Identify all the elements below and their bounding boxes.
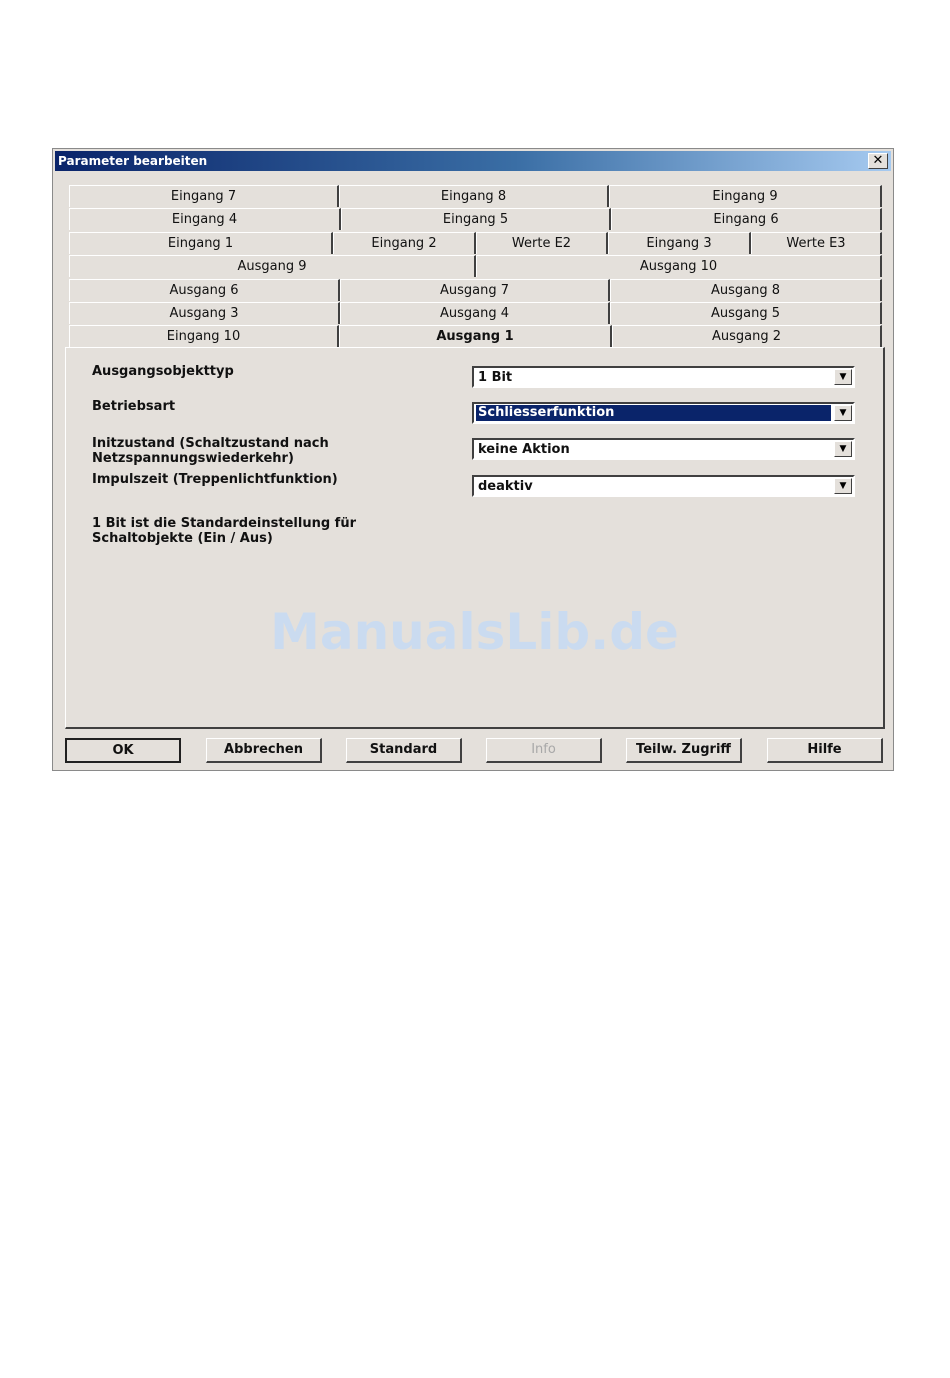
param-label-initzustand: Initzustand (Schaltzustand nach Netzspannungswiederkehr) — [92, 436, 329, 466]
tab-row-7 — [69, 325, 882, 347]
tab-row-3 — [69, 232, 882, 254]
tab-ausgang-10[interactable]: Ausgang 10 — [476, 255, 882, 277]
ok-button[interactable]: OK — [65, 738, 181, 763]
tab-ausgang-1[interactable]: Ausgang 1 — [339, 325, 612, 349]
tab-ausgang-6[interactable]: Ausgang 6 — [69, 279, 340, 301]
tab-werte-e3[interactable]: Werte E3 — [751, 232, 882, 254]
chevron-down-icon[interactable]: ▼ — [834, 478, 852, 494]
tab-ausgang-8[interactable]: Ausgang 8 — [610, 279, 882, 301]
tab-row-4 — [69, 255, 882, 277]
tab-ausgang-2[interactable]: Ausgang 2 — [612, 325, 882, 347]
tab-eingang-7[interactable]: Eingang 7 — [69, 185, 339, 207]
chevron-down-icon[interactable]: ▼ — [834, 441, 852, 457]
info-button[interactable]: Info — [486, 738, 602, 763]
tab-eingang-1[interactable]: Eingang 1 — [69, 232, 333, 254]
tab-eingang-10[interactable]: Eingang 10 — [69, 325, 339, 347]
tab-eingang-3[interactable]: Eingang 3 — [608, 232, 751, 254]
abbrechen-button[interactable]: Abbrechen — [206, 738, 322, 763]
info-text: 1 Bit ist die Standardeinstellung für Schaltobjekte (Ein / Aus) — [92, 516, 356, 546]
tab-eingang-2[interactable]: Eingang 2 — [333, 232, 476, 254]
ausgangsobjekttyp-select[interactable] — [472, 366, 855, 388]
param-label-betriebsart: Betriebsart — [92, 399, 176, 414]
close-icon: ✕ — [872, 153, 884, 168]
betriebsart-value: Schliesserfunktion — [476, 405, 831, 421]
tab-ausgang-3[interactable]: Ausgang 3 — [69, 302, 340, 324]
watermark: ManualsLib.de — [270, 603, 679, 661]
betriebsart-select[interactable] — [472, 402, 855, 424]
impulszeit-value: deaktiv — [478, 479, 533, 494]
impulszeit-select[interactable] — [472, 475, 855, 497]
hilfe-button[interactable]: Hilfe — [767, 738, 883, 763]
tab-werte-e2[interactable]: Werte E2 — [476, 232, 608, 254]
parameter-dialog — [52, 148, 894, 771]
tab-eingang-6[interactable]: Eingang 6 — [611, 208, 882, 230]
ausgangsobjekttyp-value: 1 Bit — [478, 370, 513, 385]
standard-button[interactable]: Standard — [346, 738, 462, 763]
initzustand-value: keine Aktion — [478, 442, 570, 457]
initzustand-select[interactable] — [472, 438, 855, 460]
param-label-impulszeit: Impulszeit (Treppenlichtfunktion) — [92, 472, 338, 487]
tab-ausgang-9[interactable]: Ausgang 9 — [69, 255, 476, 277]
close-button[interactable] — [868, 153, 888, 169]
tab-ausgang-7[interactable]: Ausgang 7 — [340, 279, 610, 301]
tab-content-panel — [65, 347, 885, 729]
tab-row-2 — [69, 208, 882, 230]
tab-ausgang-4[interactable]: Ausgang 4 — [340, 302, 610, 324]
tab-eingang-4[interactable]: Eingang 4 — [69, 208, 341, 230]
tab-eingang-5[interactable]: Eingang 5 — [341, 208, 611, 230]
tab-row-6 — [69, 302, 882, 324]
tab-row-5 — [69, 279, 882, 301]
tab-eingang-8[interactable]: Eingang 8 — [339, 185, 609, 207]
tab-row-1 — [69, 185, 882, 207]
title-bar — [55, 151, 891, 171]
tab-ausgang-5[interactable]: Ausgang 5 — [610, 302, 882, 324]
chevron-down-icon[interactable]: ▼ — [834, 369, 852, 385]
window-title: Parameter bearbeiten — [58, 154, 208, 168]
teilw-zugriff-button[interactable]: Teilw. Zugriff — [626, 738, 742, 763]
param-label-ausgangsobjekttyp: Ausgangsobjekttyp — [92, 364, 234, 379]
tab-eingang-9[interactable]: Eingang 9 — [609, 185, 882, 207]
chevron-down-icon[interactable]: ▼ — [834, 405, 852, 421]
